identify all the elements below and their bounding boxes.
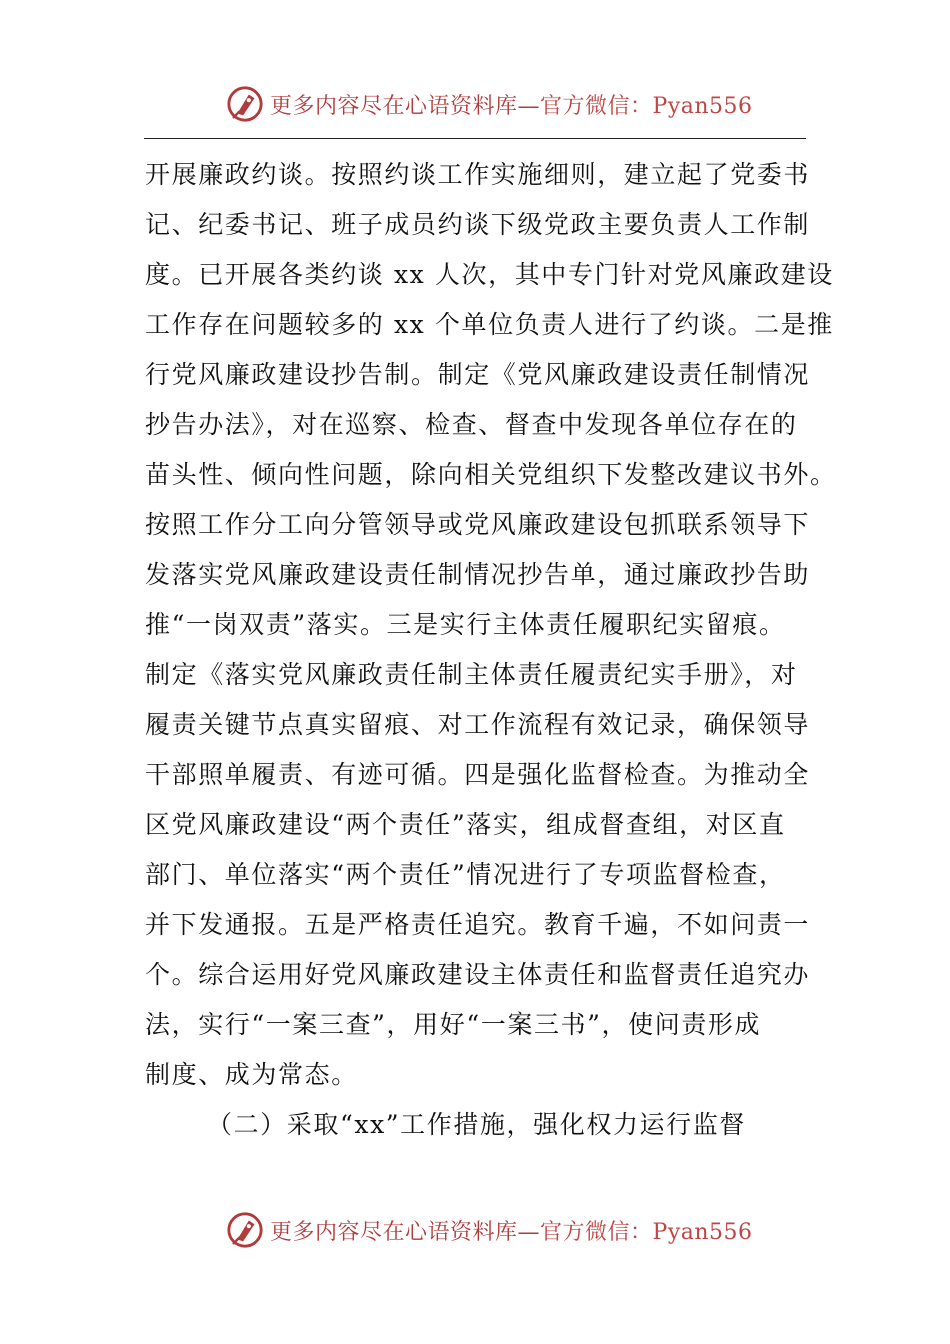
body-line: 开展廉政约谈。按照约谈工作实施细则，建立起了党委书: [145, 160, 811, 189]
body-line: 法，实行“一案三查”，用好“一案三书”，使问责形成: [145, 1010, 762, 1039]
body-line: 履责关键节点真实留痕、对工作流程有效记录，确保领导: [145, 710, 811, 739]
brand-separator: —: [517, 93, 541, 119]
pen-nib-logo-icon: [226, 85, 264, 123]
body-line: 工作存在问题较多的 xx 个单位负责人进行了约谈。二是推: [145, 310, 834, 339]
header-watermark: [226, 82, 786, 126]
wechat-label: 官方微信：: [540, 1219, 653, 1245]
body-line: 度。已开展各类约谈 xx 人次，其中专门针对党风廉政建设: [145, 260, 834, 289]
body-line: 个。综合运用好党风廉政建设主体责任和监督责任追究办: [145, 960, 811, 989]
body-line: 并下发通报。五是严格责任追究。教育千遍，不如问责一: [145, 910, 811, 939]
document-body: [145, 150, 837, 1150]
pen-nib-logo-icon: [226, 1211, 264, 1249]
body-line: 推“一岗双责”落实。三是实行主体责任履职纪实留痕。: [145, 610, 786, 639]
body-line: 苗头性、倾向性问题，除向相关党组织下发整改建议书外。: [145, 460, 837, 489]
body-line: 行党风廉政建设抄告制。制定《党风廉政建设责任制情况: [145, 360, 811, 389]
body-line: 发落实党风廉政建设责任制情况抄告单，通过廉政抄告助: [145, 560, 811, 589]
header-divider: [144, 138, 806, 139]
body-line: 记、纪委书记、班子成员约谈下级党政主要负责人工作制: [145, 210, 811, 239]
body-line: 区党风廉政建设“两个责任”落实，组成督查组，对区直: [145, 810, 786, 839]
body-line: 按照工作分工向分管领导或党风廉政建设包抓联系领导下: [145, 510, 811, 539]
brand-separator: —: [517, 1219, 541, 1245]
wechat-id: Pyan556: [652, 93, 753, 119]
brand-text: 更多内容尽在心语资料库: [270, 1219, 518, 1245]
body-line: 部门、单位落实“两个责任”情况进行了专项监督检查，: [145, 860, 786, 889]
brand-text: 更多内容尽在心语资料库: [270, 93, 518, 119]
wechat-id: Pyan556: [652, 1219, 753, 1245]
wechat-label: 官方微信：: [540, 93, 653, 119]
body-line: 干部照单履责、有迹可循。四是强化监督检查。为推动全: [145, 760, 811, 789]
body-line: 制定《落实党风廉政责任制主体责任履责纪实手册》，对: [145, 660, 798, 689]
footer-watermark: [226, 1208, 786, 1252]
body-line: 制度、成为常态。: [145, 1060, 358, 1089]
section-heading: （二）采取“xx”工作措施，强化权力运行监督: [207, 1110, 746, 1139]
body-line: 抄告办法》，对在巡察、检查、督查中发现各单位存在的: [145, 410, 798, 439]
